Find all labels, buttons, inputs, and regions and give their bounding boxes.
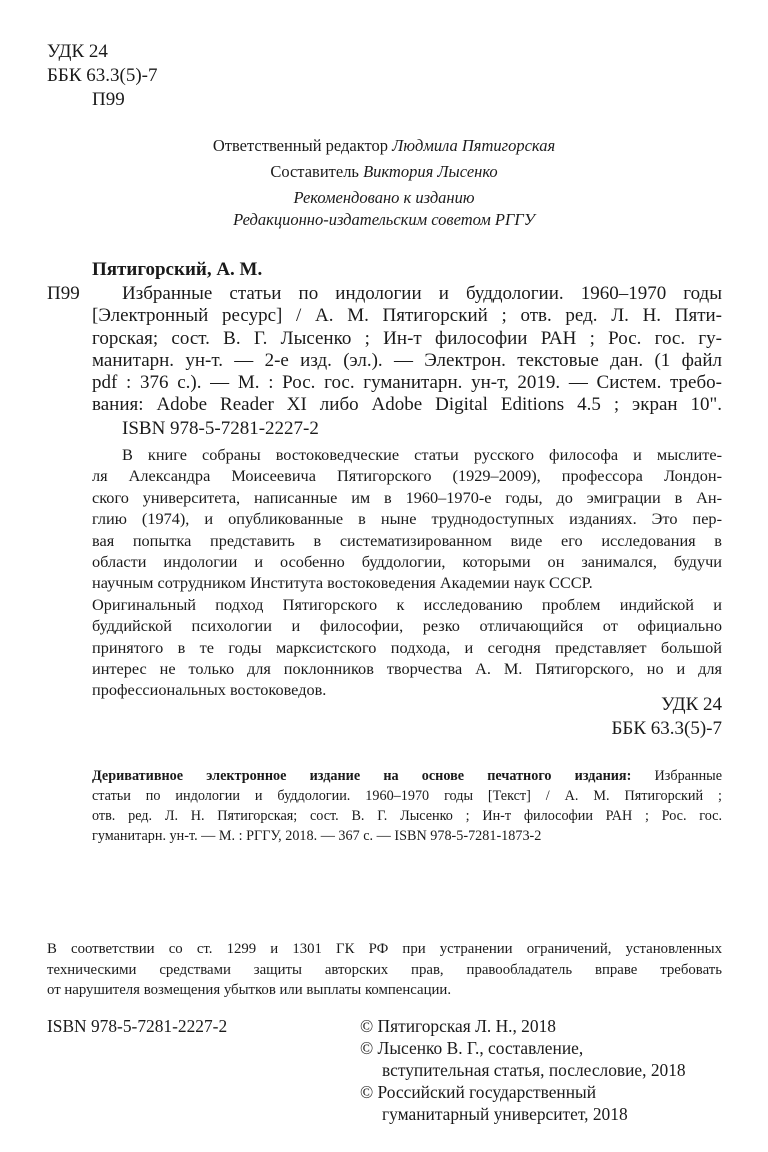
abstract-line: принятого в те годы марксистского подхода, и сегодня представляет большой (92, 637, 722, 657)
abstract-line: В книге собраны востоковедческие статьи русского философа и мыслите- (122, 445, 722, 464)
recommendation-line-1: Рекомендовано к изданию (293, 188, 475, 207)
copyright-1: © Пятигорская Л. Н., 2018 (360, 1016, 556, 1036)
biblio-line: Избранные статьи по индологии и буддологии. 1960–1970 годы (122, 283, 722, 304)
bbk-code-right: ББК 63.3(5)-7 (611, 718, 722, 739)
author-heading: Пятигорский, А. М. (92, 259, 263, 280)
compiler-name: Виктория Лысенко (363, 162, 498, 181)
copyright-3: © Российский государственный (360, 1082, 597, 1102)
abstract-line: вая попытка представить в систематизированном виде его исследования в (92, 530, 722, 550)
derivative-last-line: гуманитарн. ун-т. — М. : РГГУ, 2018. — 367 с. — ISBN 978-5-7281-1873-2 (92, 828, 542, 844)
abstract-line: ского университета, написанные им в 1960–1970-е годы, до эмиграции в Ан- (92, 487, 722, 507)
abstract-line: интерес не только для поклонников творчества А. М. Пятигорского, но и для (92, 659, 722, 679)
derivative-line: отв. ред. Л. Н. Пятигорская; сост. В. Г. Лысенко ; Ин-т философии РАН ; Рос. гос. (92, 808, 722, 824)
abstract (92, 444, 722, 701)
copyright-3-cont: гуманитарный университет, 2018 (382, 1104, 628, 1124)
biblio-line: вания: Adobe Reader XI либо Adobe Digital Editions 4.5 ; экран 10". (92, 394, 722, 416)
derivative-note (92, 766, 722, 846)
bbk-code: ББК 63.3(5)-7 (47, 65, 158, 86)
footer-isbn: ISBN 978-5-7281-2227-2 (47, 1016, 228, 1036)
abstract-line: области индологии и особенно буддологии, которыми он занимался, будучи (92, 552, 722, 572)
legal-line: техническими средствами защиты авторских прав, правообладатель вправе требовать (47, 961, 722, 978)
legal-notice (47, 939, 722, 1001)
compiler-line (0, 160, 768, 184)
abstract-line: буддийской психологии и философии, резко отличающийся от официально (92, 616, 722, 636)
biblio-description (92, 283, 722, 417)
copyright-2: © Лысенко В. Г., составление, (360, 1038, 584, 1058)
biblio-line: манитарн. ун-т. — 2-е изд. (эл.). — Электрон. текстовые дан. (1 файл (92, 349, 722, 371)
biblio-line: горская; сост. В. Г. Лысенко ; Ин-т философии РАН ; Рос. гос. гу- (92, 327, 722, 349)
editor-name: Людмила Пятигорская (392, 136, 556, 155)
abstract-line: Оригинальный подход Пятигорского к исследованию проблем индийской и (92, 594, 722, 614)
biblio-isbn: ISBN 978-5-7281-2227-2 (122, 418, 319, 439)
recommendation-line-2: Редакционно-издательским советом РГГУ (233, 210, 535, 229)
biblio-line: [Электронный ресурс] / А. М. Пятигорский ; отв. ред. Л. Н. Пяти- (92, 305, 722, 327)
editor-label: Ответственный редактор (212, 136, 389, 155)
copyright-2-cont: вступительная статья, послесловие, 2018 (382, 1060, 686, 1080)
derivative-line: статьи по индологии и буддологии. 1960–1970 годы [Текст] / А. М. Пятигорский ; (92, 788, 722, 804)
derivative-line-1: Деривативное электронное издание на основе печатного издания: Избранные (92, 768, 722, 784)
biblio-line: pdf : 376 с.). — М. : Рос. гос. гуманитарн. ун-т, 2019. — Систем. требо- (92, 372, 722, 394)
legal-line: В соответствии со ст. 1299 и 1301 ГК РФ при устранении ограничений, установленных (47, 941, 722, 957)
compiler-label: Составитель (270, 162, 359, 181)
legal-last-line: от нарушителя возмещения убытков или выплаты компенсации. (47, 982, 452, 998)
udk-code: УДК 24 (47, 41, 108, 62)
abstract-line: ля Александра Моисеевича Пятигорского (1929–2009), профессора Лондон- (92, 466, 722, 486)
author-sign: П99 (92, 89, 125, 110)
udk-code-right: УДК 24 (661, 694, 722, 715)
editor-line (0, 134, 768, 158)
biblio-author-sign: П99 (47, 283, 80, 304)
abstract-last-line: профессиональных востоковедов. (92, 680, 327, 700)
abstract-line: глию (1974), и опубликованные в ныне труднодоступных изданиях. Это пер- (92, 509, 722, 529)
abstract-line: научным сотрудником Института востоковедения Академии наук СССР. (92, 573, 593, 593)
